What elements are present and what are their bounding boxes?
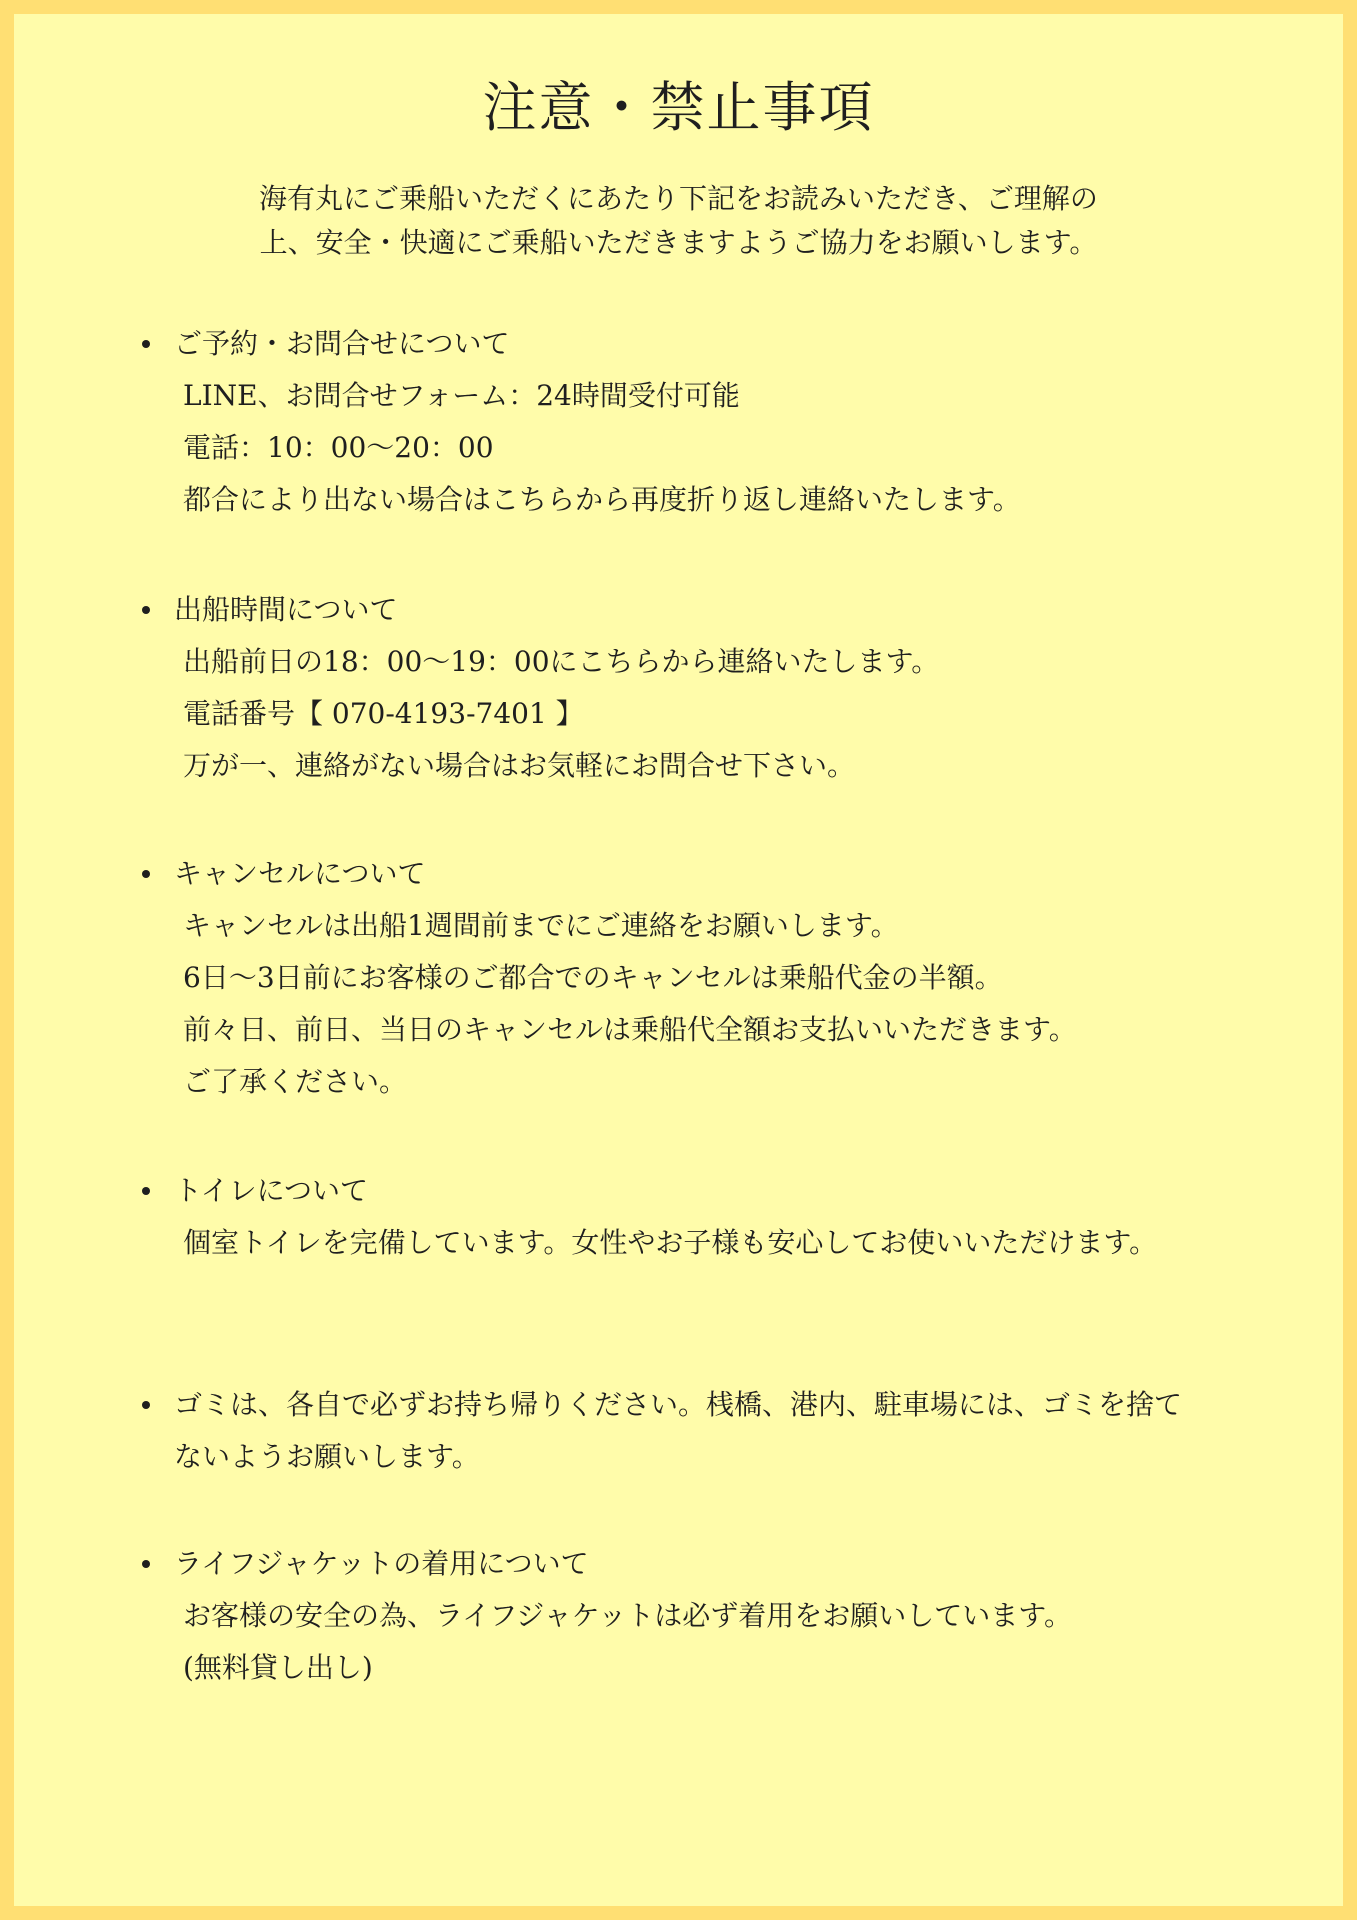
notice-page — [14, 14, 1343, 1906]
section-garbage — [14, 1379, 1343, 1483]
section-line: LINE、お問合せフォーム：24時間受付可能 — [183, 379, 740, 412]
section-line: キャンセルは出船1週間前までにご連絡をお願いします。 — [183, 909, 899, 942]
bullet-icon — [142, 1187, 150, 1195]
section-toilet — [14, 1165, 1343, 1269]
section-line: 前々日、前日、当日のキャンセルは乗船代全額お支払いいただきます。 — [183, 1013, 1077, 1046]
section-line: ご了承ください。 — [183, 1065, 408, 1098]
section-line: 都合により出ない場合はこちらから再度折り返し連絡いたします。 — [183, 483, 1021, 516]
section-heading: トイレについて — [174, 1174, 369, 1207]
notice-sections — [14, 14, 1343, 1906]
bullet-icon — [142, 340, 150, 348]
section-heading: ライフジャケットの着用について — [174, 1547, 589, 1580]
section-line: 万が一、連絡がない場合はお気軽にお問合せ下さい。 — [183, 749, 856, 782]
page-title: 注意・禁止事項 — [482, 76, 875, 139]
section-departure — [14, 584, 1343, 792]
section-reservation — [14, 318, 1343, 526]
section-line: 電話：10：00〜20：00 — [183, 431, 494, 464]
section-heading: キャンセルについて — [174, 857, 426, 890]
section-cancel — [14, 848, 1343, 1108]
section-paragraph: ゴミは、各自で必ずお持ち帰りください。桟橋、港内、駐車場には、ゴミを捨てないようお願いします。 — [174, 1388, 1183, 1473]
bullet-icon — [142, 606, 150, 614]
section-paragraph: 個室トイレを完備しています。女性やお子様も安心してお使いいただけます。 — [183, 1226, 1158, 1259]
section-lifejacket — [14, 1538, 1343, 1694]
section-heading: 出船時間について — [174, 593, 398, 626]
intro-line-1: 海有丸にご乗船いただくにあたり下記をお読みいただき、ご理解の — [259, 182, 1098, 215]
bullet-icon — [142, 870, 150, 878]
section-line: 出船前日の18：00〜19：00にこちらから連絡いたします。 — [183, 645, 940, 678]
phone-number: 電話番号【 070-4193-7401 】 — [183, 697, 584, 730]
section-line: (無料貸し出し) — [183, 1651, 373, 1684]
section-heading: ご予約・お問合せについて — [174, 327, 510, 360]
section-line: お客様の安全の為、ライフジャケットは必ず着用をお願いしています。 — [183, 1599, 1073, 1632]
section-line: 6日〜3日前にお客様のご都合でのキャンセルは乗船代金の半額。 — [183, 961, 1003, 994]
bullet-icon — [142, 1560, 150, 1568]
intro-line-2: 上、安全・快適にご乗船いただきますようご協力をお願いします。 — [259, 226, 1098, 259]
